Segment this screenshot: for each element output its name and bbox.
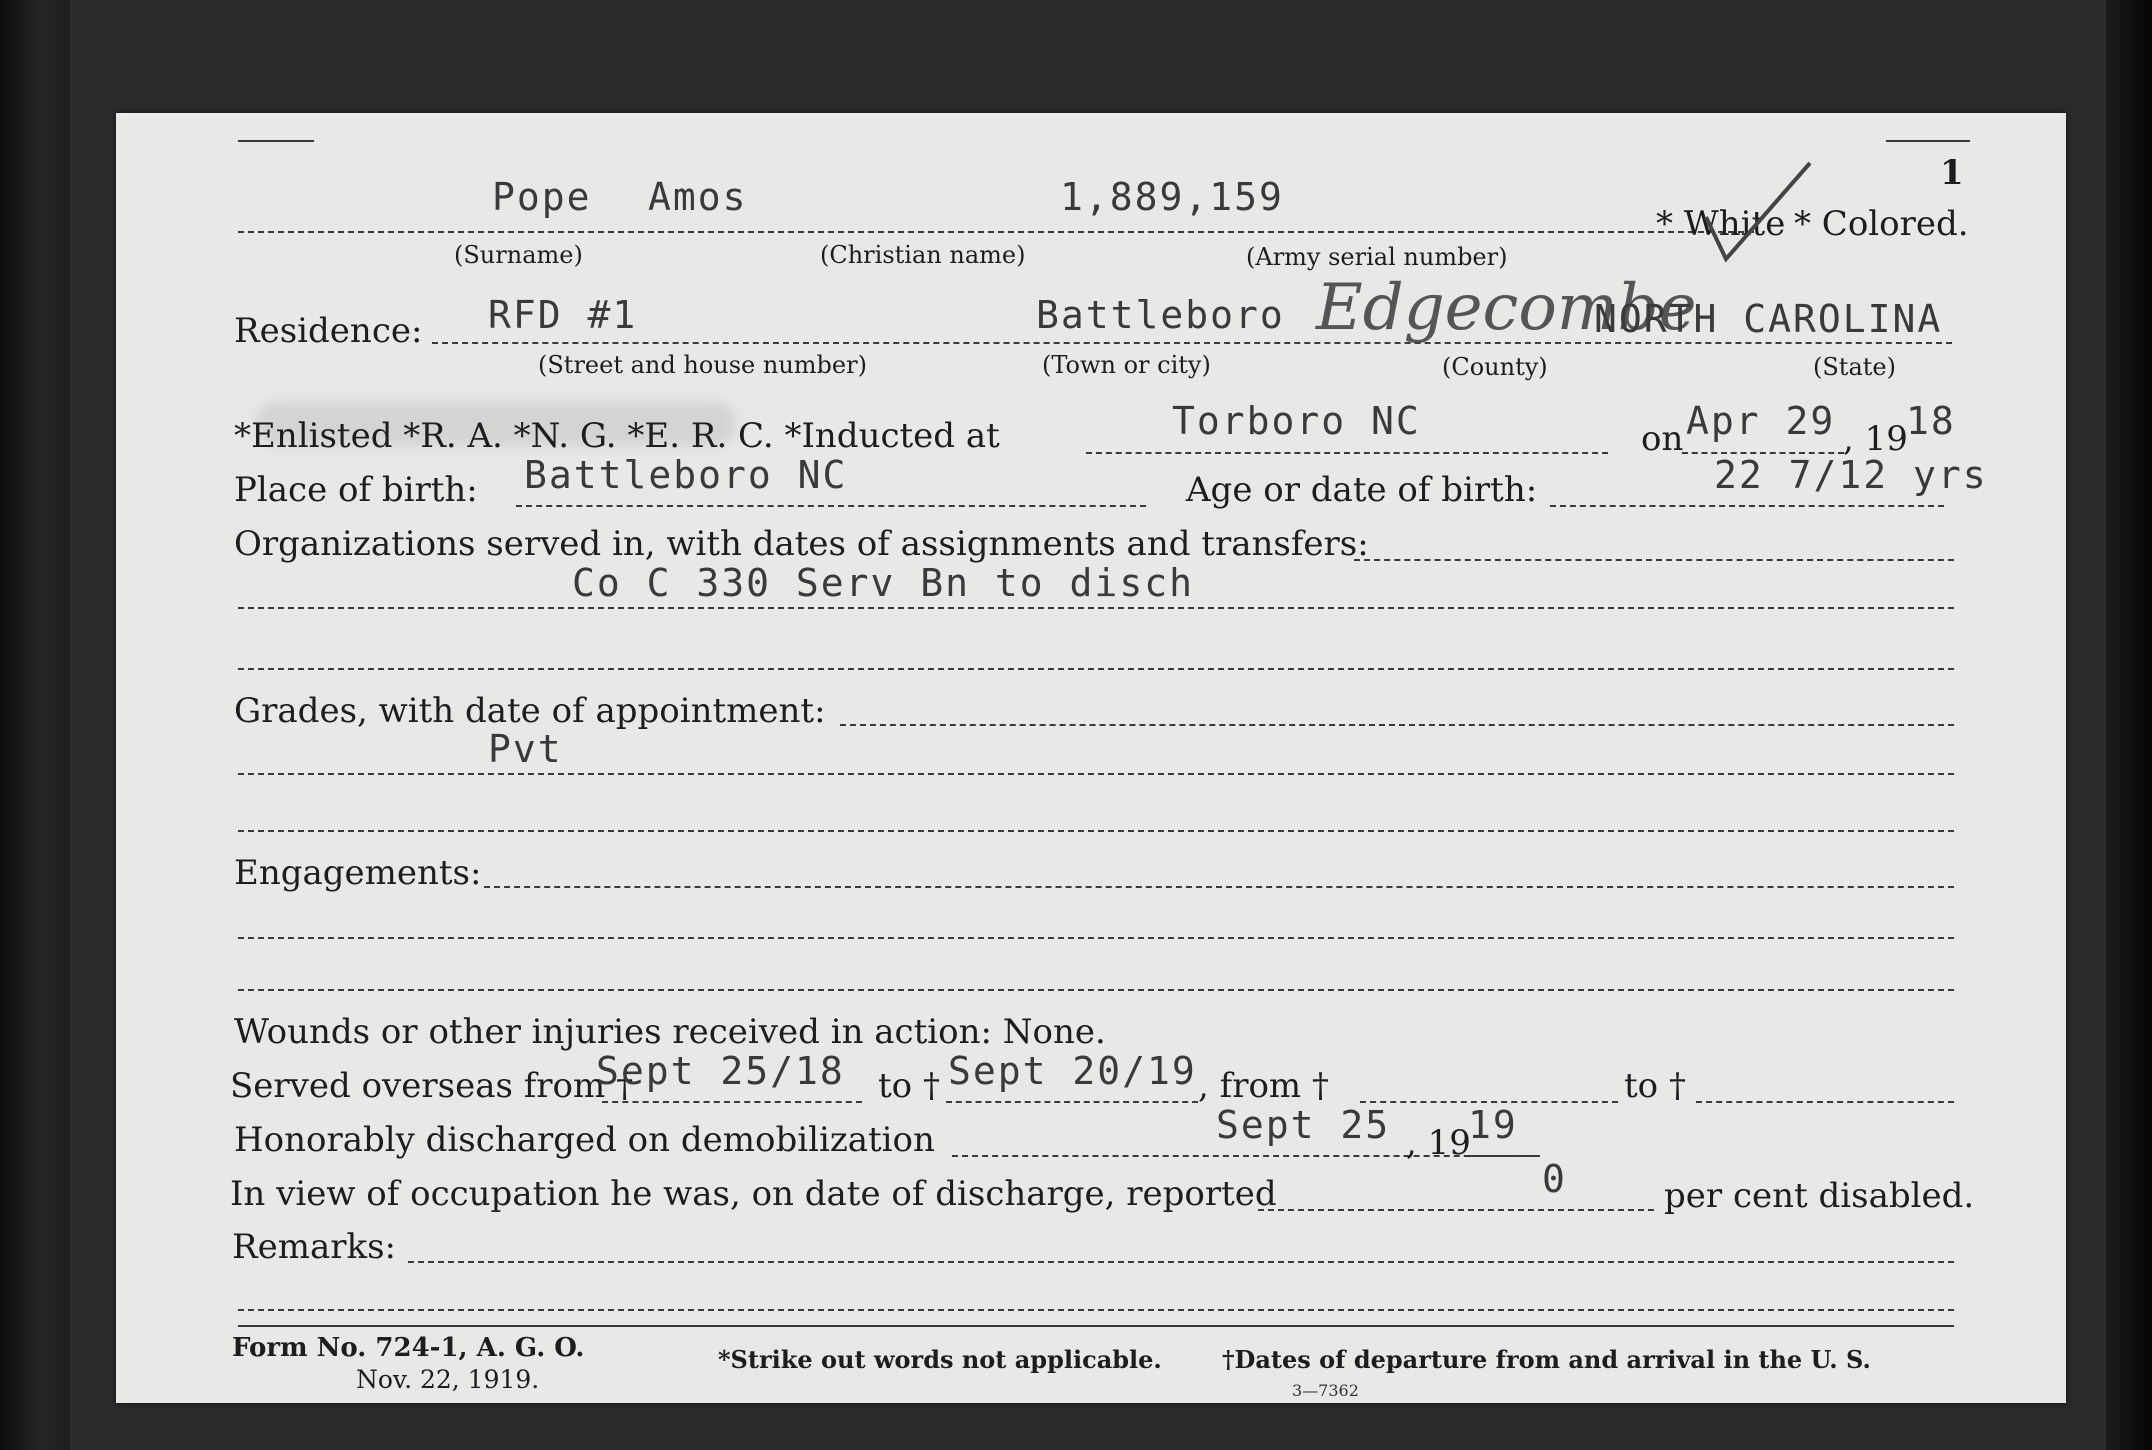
remarks-line-1	[408, 1261, 1954, 1263]
engagements-line-2	[238, 937, 1954, 939]
overseas-from-line	[602, 1101, 862, 1103]
engagements-label: Engagements:	[234, 853, 482, 893]
enlistment-label: *Enlisted *R. A. *N. G. *E. R. C. *Inducted at	[234, 416, 1000, 456]
age-line	[1550, 505, 1944, 507]
residence-state-value: NORTH CAROLINA	[1594, 297, 1943, 341]
grades-line-3	[238, 830, 1954, 832]
discharge-label: Honorably discharged on demobilization	[234, 1120, 935, 1160]
overseas-from2-label: , from †	[1198, 1066, 1329, 1106]
scan-border-left	[0, 0, 70, 1450]
town-caption: (Town or city)	[1042, 351, 1211, 379]
dates-note: †Dates of departure from and arrival in the U. S.	[1222, 1345, 1871, 1374]
birthplace-line	[516, 505, 1146, 507]
age-value: 22 7/12 yrs	[1714, 453, 1988, 497]
christian-name-caption: (Christian name)	[820, 241, 1026, 269]
wounds-text: Wounds or other injuries received in action: None.	[234, 1012, 1106, 1052]
overseas-to2-label: to †	[1624, 1066, 1686, 1106]
footer-rule	[238, 1325, 1954, 1327]
serial-number-caption: (Army serial number)	[1246, 243, 1508, 271]
overseas-to-value: Sept 20/19	[948, 1049, 1197, 1093]
scan-border-right	[2106, 0, 2152, 1450]
service-record-card	[116, 113, 2066, 1403]
inducted-place-line	[1086, 452, 1608, 454]
organizations-label: Organizations served in, with dates of assignments and transfers:	[234, 524, 1369, 564]
remarks-line-2	[238, 1309, 1954, 1311]
inducted-year-prefix: , 19	[1843, 419, 1908, 459]
disability-line	[1258, 1209, 1654, 1211]
engagements-line-1	[484, 886, 1954, 888]
overseas-from-value: Sept 25/18	[596, 1049, 845, 1093]
overseas-to2-line	[1696, 1101, 1954, 1103]
serial-number-value: 1,889,159	[1060, 175, 1284, 219]
organizations-line-1	[1354, 559, 1954, 561]
white-label: * White	[1656, 204, 1786, 244]
grades-line-2	[238, 773, 1954, 775]
organizations-value: Co C 330 Serv Bn to disch	[572, 561, 1194, 605]
discharge-year-value: 19	[1468, 1103, 1518, 1147]
residence-street-value: RFD #1	[488, 293, 638, 337]
top-right-rule	[1886, 140, 1970, 142]
engagements-line-3	[238, 989, 1954, 991]
disability-label: In view of occupation he was, on date of discharge, reported	[230, 1174, 1277, 1214]
discharge-date-value: Sept 25	[1216, 1103, 1391, 1147]
print-code: 3—7362	[1292, 1381, 1359, 1400]
strike-note: *Strike out words not applicable.	[718, 1345, 1162, 1374]
county-caption: (County)	[1442, 353, 1548, 381]
inducted-date-value: Apr 29	[1686, 399, 1836, 443]
grades-line-1	[840, 724, 1954, 726]
disability-suffix: per cent disabled.	[1664, 1176, 1975, 1216]
birthplace-label: Place of birth:	[234, 470, 478, 510]
overseas-to-line	[946, 1101, 1198, 1103]
overseas-label: Served overseas from †	[230, 1066, 634, 1106]
remarks-label: Remarks:	[232, 1227, 396, 1267]
inducted-on-label: on	[1641, 419, 1684, 459]
residence-town-value: Battleboro	[1036, 293, 1285, 337]
card-number: 1	[1940, 153, 1964, 193]
disability-value: 0	[1542, 1157, 1567, 1201]
form-number: Form No. 724-1, A. G. O.	[232, 1333, 585, 1363]
check-mark-icon	[1686, 157, 1816, 267]
christian-name-value: Amos	[648, 175, 748, 219]
birthplace-value: Battleboro NC	[524, 453, 848, 497]
top-left-rule	[238, 140, 314, 142]
age-label: Age or date of birth:	[1186, 470, 1538, 510]
colored-label: * Colored.	[1794, 204, 1969, 244]
form-date: Nov. 22, 1919.	[356, 1365, 540, 1394]
grades-value: Pvt	[488, 727, 563, 771]
overseas-to-label: to †	[878, 1066, 940, 1106]
discharge-year-prefix: , 19	[1406, 1123, 1471, 1163]
organizations-line-2	[238, 607, 1954, 609]
residence-county-value: Edgecombe	[1316, 271, 1697, 345]
organizations-line-3	[238, 668, 1954, 670]
name-line	[238, 231, 1754, 233]
discharge-year-line	[1468, 1155, 1536, 1157]
surname-value: Pope	[492, 175, 592, 219]
grades-label: Grades, with date of appointment:	[234, 691, 826, 731]
residence-label: Residence:	[234, 311, 423, 351]
inducted-year-value: 18	[1906, 399, 1956, 443]
inducted-place-value: Torboro NC	[1172, 399, 1421, 443]
residence-line	[432, 342, 1952, 344]
street-caption: (Street and house number)	[538, 351, 867, 379]
state-caption: (State)	[1813, 353, 1896, 381]
surname-caption: (Surname)	[454, 241, 583, 269]
